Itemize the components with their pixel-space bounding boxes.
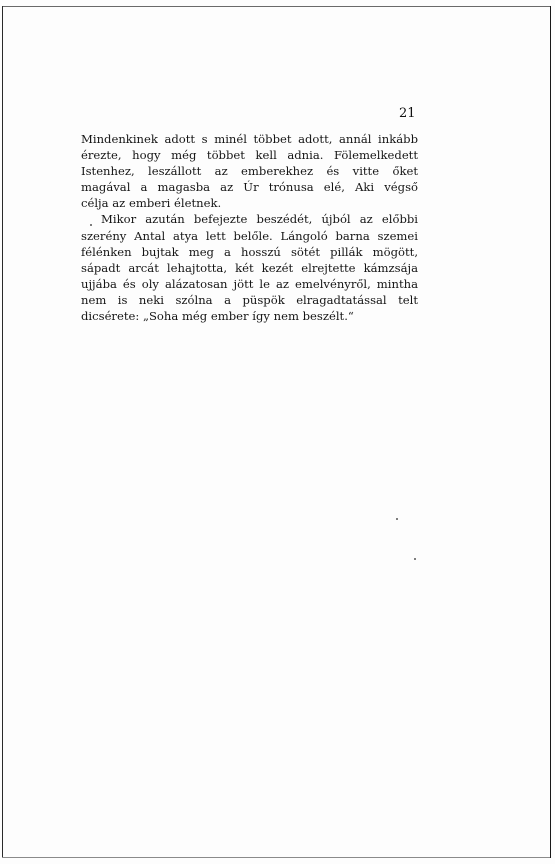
scan-edge-left xyxy=(2,6,3,858)
text-line: dicsérete: „Soha még ember így nem beszélt.“ xyxy=(81,309,354,324)
scan-edge-top xyxy=(2,6,550,7)
text-line: Istenhez, leszállott az emberekhez és vitte őket xyxy=(81,164,418,179)
paragraph-1 xyxy=(81,131,418,211)
scan-speck xyxy=(414,558,416,560)
page-number: 21 xyxy=(399,106,416,121)
text-line: célja az emberi életnek. xyxy=(81,196,222,211)
scan-speck xyxy=(396,518,398,520)
text-line: ujjába és oly alázatosan jött le az emelvényről, mintha xyxy=(81,276,418,291)
text-line: Mindenkinek adott s minél többet adott, annál inkább xyxy=(81,132,418,146)
text-line: Mikor azután befejezte beszédét, újból az előbbi xyxy=(101,212,418,227)
scan-edge-bottom xyxy=(2,857,550,858)
text-line: szerény Antal atya lett belőle. Lángoló barna szemei xyxy=(81,228,418,243)
text-line: sápadt arcát lehajtotta, két kezét elrejtette kámzsája xyxy=(81,260,418,275)
scan-edge-right xyxy=(550,6,551,858)
scan-speck xyxy=(90,224,92,226)
body-text xyxy=(81,131,418,324)
text-line: félénken bujtak meg a hosszú sötét pillák mögött, xyxy=(81,244,418,259)
text-line: érezte, hogy még többet kell adnia. Fölemelkedett xyxy=(81,148,418,163)
paragraph-2 xyxy=(81,211,418,324)
text-line: magával a magasba az Úr trónusa elé, Aki végső xyxy=(81,180,418,195)
text-line: nem is neki szólna a püspök elragadtatással telt xyxy=(81,292,418,307)
